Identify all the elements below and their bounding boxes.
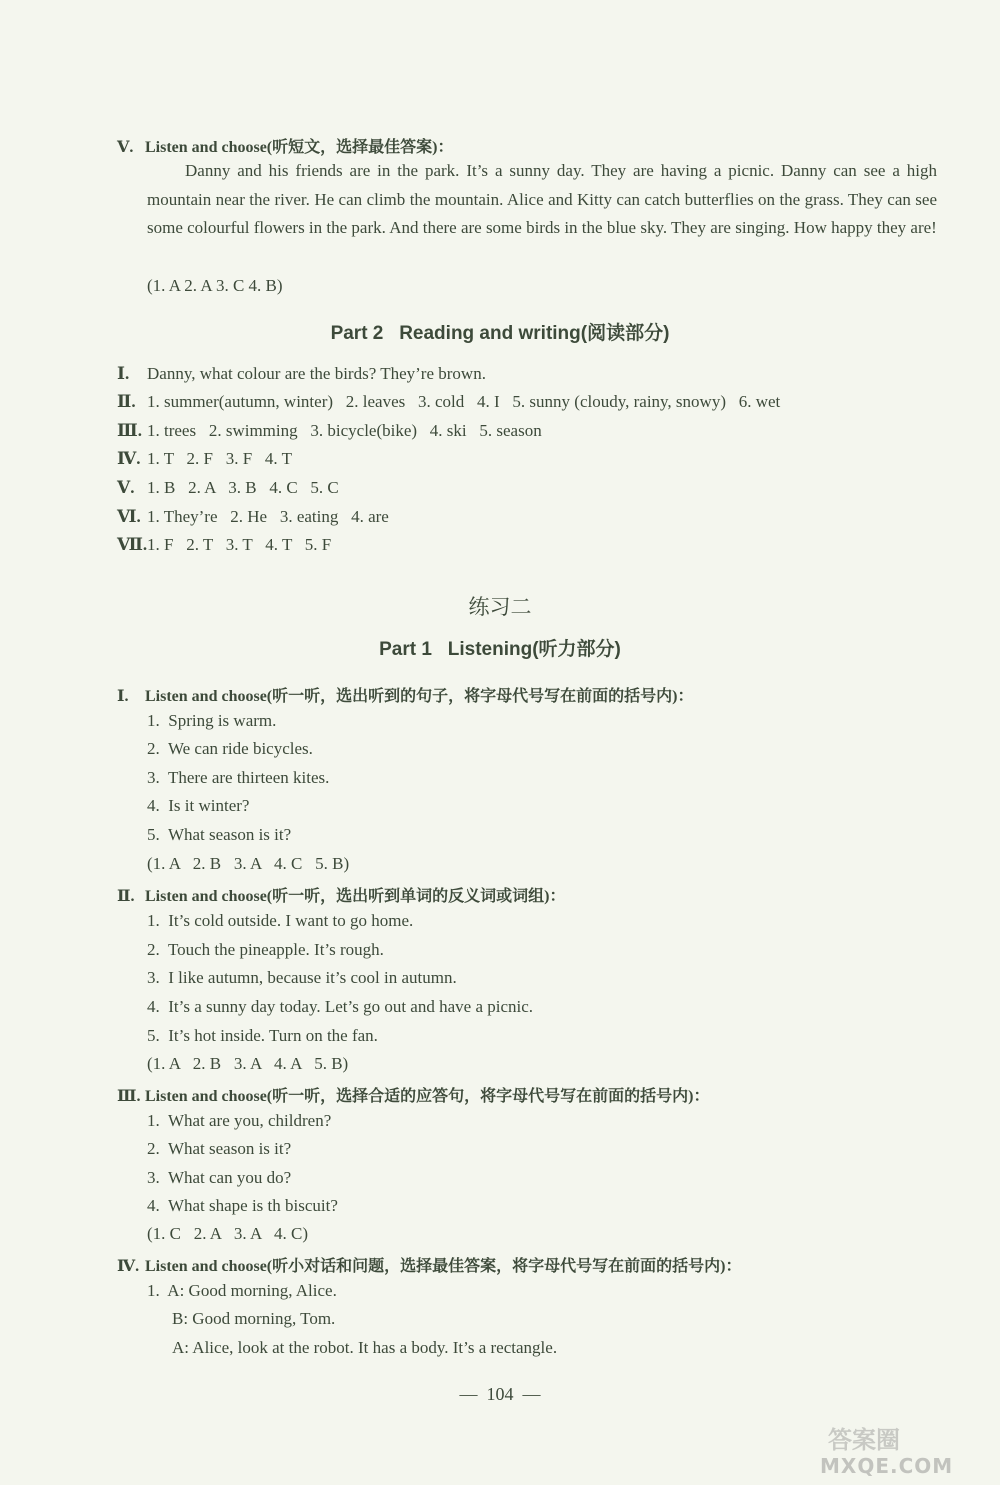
- page-number: — 104 —: [459, 1384, 541, 1404]
- q1-answers: (1. A 2. B 3. A 4. C 5. B): [147, 854, 350, 873]
- q1-item-4: 4. Is it winter?: [147, 796, 250, 815]
- section-number: Ⅱ.: [117, 888, 135, 905]
- section-instruction: Listen and choose(听一听，选出听到单词的反义词或词组)：: [145, 888, 566, 905]
- q3-item-3: 3. What can you do?: [147, 1168, 292, 1187]
- question-1-heading: [117, 683, 693, 706]
- q1-item-5: 5. What season is it?: [147, 825, 292, 844]
- section-instruction: Listen and choose(听短文，选择最佳答案)：: [145, 139, 454, 156]
- question-3-heading: [117, 1083, 709, 1106]
- section-instruction: Listen and choose(听一听，选择合适的应答句，将字母代号写在前面的括号内)：: [145, 1088, 710, 1105]
- section-instruction: Listen and choose(听小对话和问题，选择最佳答案，将字母代号写在前面的括号内)：: [145, 1258, 742, 1275]
- row-number: Ⅲ.: [117, 421, 142, 440]
- exercise-title: 练习二: [468, 595, 532, 619]
- watermark-logo: [820, 1420, 990, 1480]
- row-text: 1. summer(autumn, winter) 2. leaves 3. cold 4. I 5. sunny (cloudy, rainy, snowy) 6. wet: [147, 392, 781, 411]
- row-text: 1. F 2. T 3. T 4. T 5. F: [147, 535, 332, 554]
- question-2-heading: [117, 883, 565, 906]
- watermark-cn-text: 答案圈: [828, 1426, 900, 1454]
- part2-row-1: [117, 364, 486, 384]
- row-text: 1. trees 2. swimming 3. bicycle(bike) 4. ski 5. season: [147, 421, 542, 440]
- q2-item-3: 3. I like autumn, because it’s cool in autumn.: [147, 968, 457, 987]
- section-number: Ⅳ.: [117, 1258, 140, 1275]
- section-number: Ⅰ.: [117, 688, 129, 705]
- part2-row-6: [117, 507, 389, 527]
- part2-row-4: [117, 449, 292, 469]
- section-number: Ⅲ.: [117, 1088, 141, 1105]
- row-number: Ⅵ.: [117, 507, 141, 526]
- row-number: Ⅰ.: [117, 364, 130, 383]
- row-number: Ⅶ.: [117, 535, 148, 554]
- row-text: 1. They’re 2. He 3. eating 4. are: [147, 507, 389, 526]
- part-1-title: Part 1 Listening(听力部分): [379, 639, 621, 660]
- section-5-heading: [117, 134, 453, 157]
- row-number: Ⅱ.: [117, 392, 136, 411]
- watermark-en-text: MXQE.COM: [820, 1454, 954, 1478]
- section-5-answers: (1. A 2. A 3. C 4. B): [147, 276, 283, 295]
- row-text: Danny, what colour are the birds? They’re brown.: [147, 364, 486, 383]
- q3-item-2: 2. What season is it?: [147, 1139, 292, 1158]
- q2-answers: (1. A 2. B 3. A 4. A 5. B): [147, 1054, 349, 1073]
- section-number: Ⅴ.: [117, 139, 134, 156]
- part2-row-2: [117, 392, 780, 412]
- q3-item-4: 4. What shape is th biscuit?: [147, 1196, 338, 1215]
- q3-item-1: 1. What are you, children?: [147, 1111, 332, 1130]
- q3-answers: (1. C 2. A 3. A 4. C): [147, 1224, 309, 1243]
- row-text: 1. T 2. F 3. F 4. T: [147, 449, 293, 468]
- listening-passage: Danny and his friends are in the park. It’s a sunny day. They are having a picnic. Danny can see a high mountain near the river. He can climb the mountain. Alice and Kitty can catch butterflies on the grass. They can see some colourful flowers in the park. And there are some birds in the blue sky. They are singing. How happy they are!: [147, 161, 937, 238]
- q1-item-3: 3. There are thirteen kites.: [147, 768, 330, 787]
- part-2-title: Part 2 Reading and writing(阅读部分): [330, 323, 670, 344]
- part2-row-3: [117, 421, 542, 441]
- q4-dialogue-line-3: A: Alice, look at the robot. It has a body. It’s a rectangle.: [172, 1338, 558, 1357]
- row-number: Ⅳ.: [117, 449, 141, 468]
- q4-dialogue-line-1: 1. A: Good morning, Alice.: [147, 1281, 337, 1300]
- q2-item-4: 4. It’s a sunny day today. Let’s go out and have a picnic.: [147, 997, 534, 1016]
- row-text: 1. B 2. A 3. B 4. C 5. C: [147, 478, 339, 497]
- section-instruction: Listen and choose(听一听，选出听到的句子，将字母代号写在前面的括号内)：: [145, 688, 694, 705]
- row-number: Ⅴ.: [117, 478, 135, 497]
- q2-item-5: 5. It’s hot inside. Turn on the fan.: [147, 1026, 378, 1045]
- part2-row-5: [117, 478, 339, 498]
- q1-item-1: 1. Spring is warm.: [147, 711, 277, 730]
- q4-dialogue-line-2: B: Good morning, Tom.: [172, 1309, 336, 1328]
- q2-item-2: 2. Touch the pineapple. It’s rough.: [147, 940, 384, 959]
- part2-row-7: [117, 535, 331, 555]
- question-4-heading: [117, 1253, 741, 1276]
- q1-item-2: 2. We can ride bicycles.: [147, 739, 313, 758]
- q2-item-1: 1. It’s cold outside. I want to go home.: [147, 911, 414, 930]
